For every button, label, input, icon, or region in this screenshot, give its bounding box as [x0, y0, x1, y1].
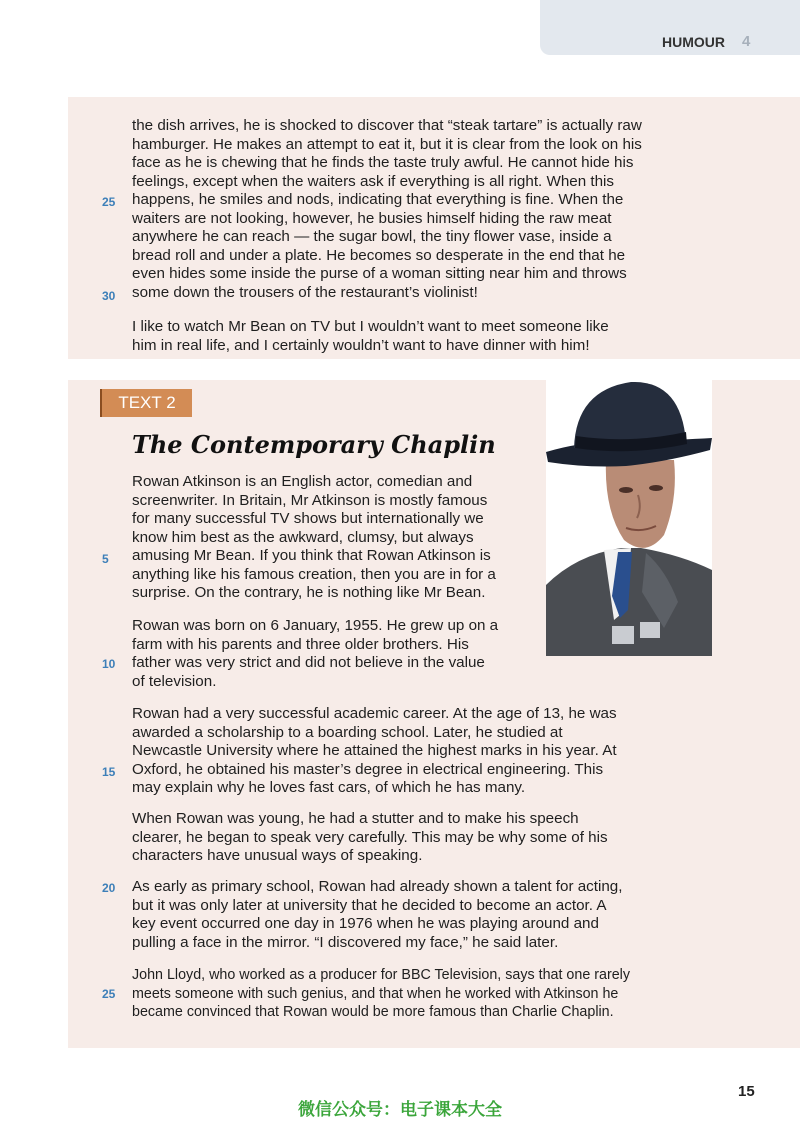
- text-line: John Lloyd, who worked as a producer for BBC Television, says that one rarely: [132, 967, 631, 983]
- text2-paragraph-3: [132, 705, 617, 798]
- line-number: 30: [102, 289, 116, 303]
- text-line: Newcastle University where he attained the highest marks in his year. At: [132, 742, 617, 759]
- text-line: I like to watch Mr Bean on TV but I wouldn’t want to meet someone like: [132, 318, 609, 335]
- text-line: happens, he smiles and nods, indicating that everything is fine. When the: [132, 191, 624, 208]
- page-number: 15: [738, 1083, 755, 1100]
- text2-paragraph-6: [132, 966, 630, 1022]
- text2-paragraph-5: [132, 878, 622, 952]
- text-line: meets someone with such genius, and that when he worked with Atkinson he: [132, 985, 619, 1002]
- line-number: 25: [102, 987, 116, 1001]
- line-number: 20: [102, 881, 116, 895]
- portrait-photo: [546, 370, 712, 656]
- text-line: anything like his famous creation, then you are in for a: [132, 565, 496, 583]
- text-line: clearer, he began to speak very carefully. This may be why some of his: [132, 828, 608, 846]
- line-number: 25: [102, 195, 116, 209]
- article-title: The Contemporary Chaplin: [132, 430, 496, 459]
- line-number: 5: [102, 552, 109, 566]
- text-line: know him best as the awkward, clumsy, but always: [132, 528, 474, 546]
- text2-paragraph-1: [132, 473, 496, 603]
- text-line: him in real life, and I certainly wouldn’t want to have dinner with him!: [132, 336, 590, 354]
- text-line: the dish arrives, he is shocked to discover that “steak tartare” is actually raw: [132, 117, 642, 134]
- text-line: As early as primary school, Rowan had already shown a talent for acting,: [132, 878, 623, 895]
- text-line: may explain why he loves fast cars, of which he has many.: [132, 779, 526, 796]
- text-line: Rowan was born on 6 January, 1955. He grew up on a: [132, 617, 499, 634]
- text-line: some down the trousers of the restaurant’s violinist!: [132, 283, 478, 301]
- text-line: pulling a face in the mirror. “I discovered my face,” he said later.: [132, 933, 559, 951]
- text2-paragraph-2: [132, 617, 498, 691]
- footer-watermark-text: 微信公众号：电子课本大全: [298, 1100, 502, 1119]
- text-line: but it was only later at university that he decided to become an actor. A: [132, 896, 607, 914]
- unit-number: 4: [742, 33, 751, 50]
- text-line: waiters are not looking, however, he busies himself hiding the raw meat: [132, 209, 612, 227]
- text-line: hamburger. He makes an attempt to eat it, but it is clear from the look on his: [132, 135, 642, 153]
- text2-label: TEXT 2: [102, 389, 192, 417]
- text-line: father was very strict and did not believe in the value: [132, 654, 485, 671]
- section-title: HUMOUR: [662, 34, 725, 50]
- text2-paragraph-4: [132, 810, 608, 866]
- excerpt-paragraph-1: [132, 117, 642, 302]
- text-line: Rowan Atkinson is an English actor, comedian and: [132, 473, 473, 490]
- text-line: key event occurred one day in 1976 when he was playing around and: [132, 915, 599, 932]
- text-line: screenwriter. In Britain, Mr Atkinson is mostly famous: [132, 491, 488, 509]
- excerpt-paragraph-2: [132, 318, 609, 355]
- text-line: became convinced that Rowan would be more famous than Charlie Chaplin.: [132, 1004, 614, 1020]
- text-line: surprise. On the contrary, he is nothing like Mr Bean.: [132, 584, 486, 601]
- text-line: When Rowan was young, he had a stutter and to make his speech: [132, 810, 579, 827]
- text-line: farm with his parents and three older brothers. His: [132, 635, 469, 653]
- man-in-hat-illustration: [546, 370, 712, 656]
- text-line: bread roll and under a plate. He becomes so desperate in the end that he: [132, 246, 626, 264]
- text-line: anywhere he can reach — the sugar bowl, the tiny flower vase, inside a: [132, 228, 612, 245]
- text-line: even hides some inside the purse of a woman sitting near him and throws: [132, 265, 627, 282]
- text-line: for many successful TV shows but internationally we: [132, 510, 484, 527]
- text-line: feelings, except when the waiters ask if everything is all right. When this: [132, 172, 615, 190]
- text-line: Oxford, he obtained his master’s degree in electrical engineering. This: [132, 760, 604, 778]
- text-line: awarded a scholarship to a boarding school. Later, he studied at: [132, 723, 563, 741]
- unit-header-tab: [540, 0, 800, 55]
- text-line: face as he is chewing that he finds the taste truly awful. He cannot hide his: [132, 154, 634, 171]
- text-line: Rowan had a very successful academic career. At the age of 13, he was: [132, 705, 617, 722]
- line-number: 10: [102, 657, 116, 671]
- line-number: 15: [102, 765, 116, 779]
- text-line: characters have unusual ways of speaking.: [132, 847, 423, 864]
- text-line: amusing Mr Bean. If you think that Rowan Atkinson is: [132, 547, 491, 564]
- text-line: of television.: [132, 672, 217, 690]
